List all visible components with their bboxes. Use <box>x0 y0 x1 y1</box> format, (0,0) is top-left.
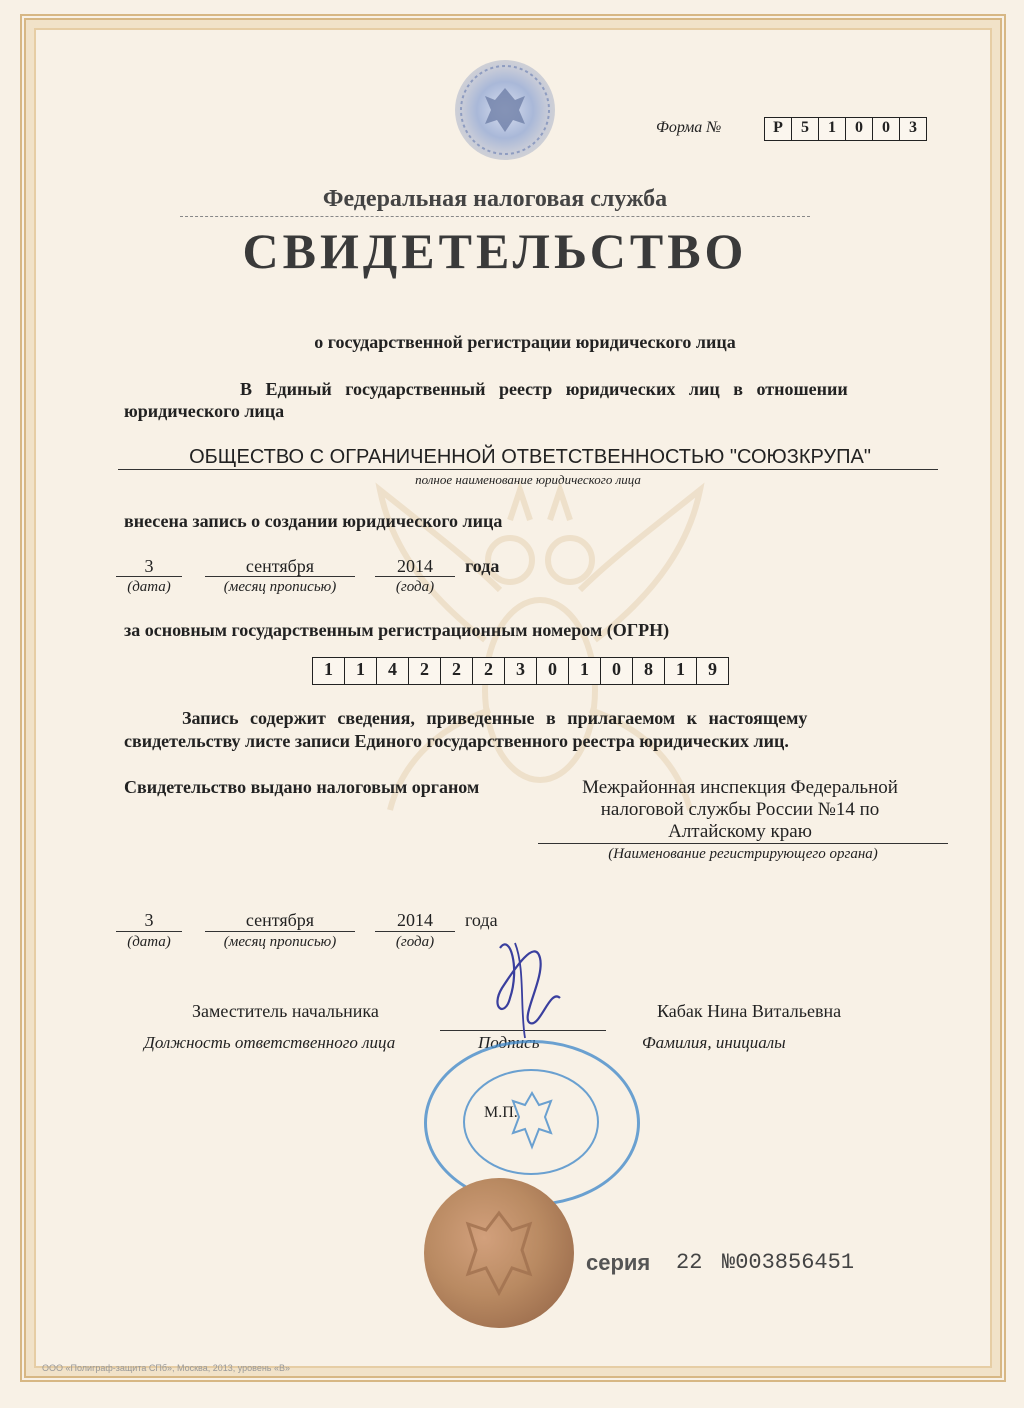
entity-caption: полное наименование юридического лица <box>415 472 641 487</box>
digit-cell: 0 <box>600 658 632 684</box>
signer-name: Кабак Нина Витальевна <box>657 1001 842 1021</box>
issuer-name-line-1: Межрайонная инспекция Федеральной <box>582 777 898 798</box>
serial-number: №003856451 <box>722 1250 855 1275</box>
digit-cell: Р <box>773 119 783 136</box>
record-text: внесена запись о создании юридического лица <box>124 511 503 531</box>
subtitle: о государственной регистрации юридического лица <box>314 332 736 352</box>
digit-cell: 2 <box>472 658 504 684</box>
date1-year-line <box>375 576 455 577</box>
digit-cell: 3 <box>899 118 926 140</box>
digit-cell: 1 <box>818 118 845 140</box>
digit-cell: 5 <box>791 118 818 140</box>
serial-label: серия <box>586 1250 651 1275</box>
page-title: СВИДЕТЕЛЬСТВО <box>242 223 748 279</box>
digit-cell: 1 <box>568 658 600 684</box>
date2-month-line <box>205 931 355 932</box>
name-caption: Фамилия, инициалы <box>642 1033 786 1052</box>
issuer-name-line-3: Алтайскому краю <box>668 821 812 842</box>
date1-day-caption: (дата) <box>127 579 171 595</box>
issuer-name-line-2: налоговой службы России №14 по <box>600 799 880 820</box>
serial-series: 22 <box>676 1250 703 1275</box>
date2-month-caption: (месяц прописью) <box>223 934 337 950</box>
digit-cell: 0 <box>536 658 568 684</box>
date2-day-caption: (дата) <box>127 934 171 950</box>
digit-cell: 1 <box>344 658 376 684</box>
date2-day: 3 <box>144 910 154 930</box>
ogrn-label: за основным государственным регистрационным номером (ОГРН) <box>124 620 670 640</box>
digit-cell: 1 <box>324 659 333 679</box>
digit-cell: 4 <box>376 658 408 684</box>
date1-day: 3 <box>144 556 154 576</box>
digit-cell: 2 <box>408 658 440 684</box>
date2-year: 2014 <box>397 910 433 930</box>
entity-underline <box>118 469 938 470</box>
date1-suffix: года <box>465 556 500 576</box>
date2-suffix: года <box>465 910 498 930</box>
issuer-underline <box>538 843 948 844</box>
hologram-emblem-icon <box>455 60 555 160</box>
date2-day-line <box>116 931 182 932</box>
stamp-place: М.П. <box>484 1104 518 1121</box>
printer-note: ООО «Полиграф-защита СПб», Москва, 2013, уровень «В» <box>42 1363 290 1373</box>
date1-month: сентября <box>245 556 315 576</box>
date1-year: 2014 <box>397 556 433 576</box>
entity-name: ОБЩЕСТВО С ОГРАНИЧЕННОЙ ОТВЕТСТВЕННОСТЬЮ "СОЮЗКРУПА" <box>189 446 871 468</box>
digit-cell: 8 <box>632 658 664 684</box>
digit-cell: 9 <box>696 658 728 684</box>
position-caption: Должность ответственного лица <box>144 1033 396 1052</box>
date1-day-line <box>116 576 182 577</box>
signer-position: Заместитель начальника <box>192 1001 379 1021</box>
statement-line-1: Запись содержит сведения, приведенные в прилагаемом к настоящему <box>182 708 808 728</box>
digit-cell: 0 <box>872 118 899 140</box>
intro-line-2: юридического лица <box>124 401 285 421</box>
issuer-caption: (Наименование регистрирующего органа) <box>608 846 878 862</box>
digit-cell: 2 <box>440 658 472 684</box>
form-label: Форма № <box>656 119 722 136</box>
digit-cell: 3 <box>504 658 536 684</box>
issuer-name <box>540 777 940 843</box>
date2-year-caption: (года) <box>395 934 435 950</box>
date1-month-line <box>205 576 355 577</box>
date2-year-line <box>375 931 455 932</box>
digit-cell: 0 <box>845 118 872 140</box>
date1-year-caption: (года) <box>395 579 435 595</box>
ogrn-cells <box>312 657 729 685</box>
form-code-cells <box>764 117 927 141</box>
handwritten-signature <box>480 928 570 1048</box>
issuer-label: Свидетельство выдано налоговым органом <box>124 777 480 797</box>
date1-month-caption: (месяц прописью) <box>223 579 337 595</box>
date2-month: сентября <box>245 910 315 930</box>
intro-line-1: В Единый государственный реестр юридических лиц в отношении <box>240 379 848 399</box>
hologram-seal-icon <box>424 1178 574 1328</box>
agency-underline <box>180 216 810 217</box>
statement-line-2: свидетельству листе записи Единого государственного реестра юридических лиц. <box>124 731 789 751</box>
digit-cell: 1 <box>664 658 696 684</box>
signature-caption: Подпись <box>478 1033 540 1052</box>
agency-name: Федеральная налоговая служба <box>322 186 668 212</box>
